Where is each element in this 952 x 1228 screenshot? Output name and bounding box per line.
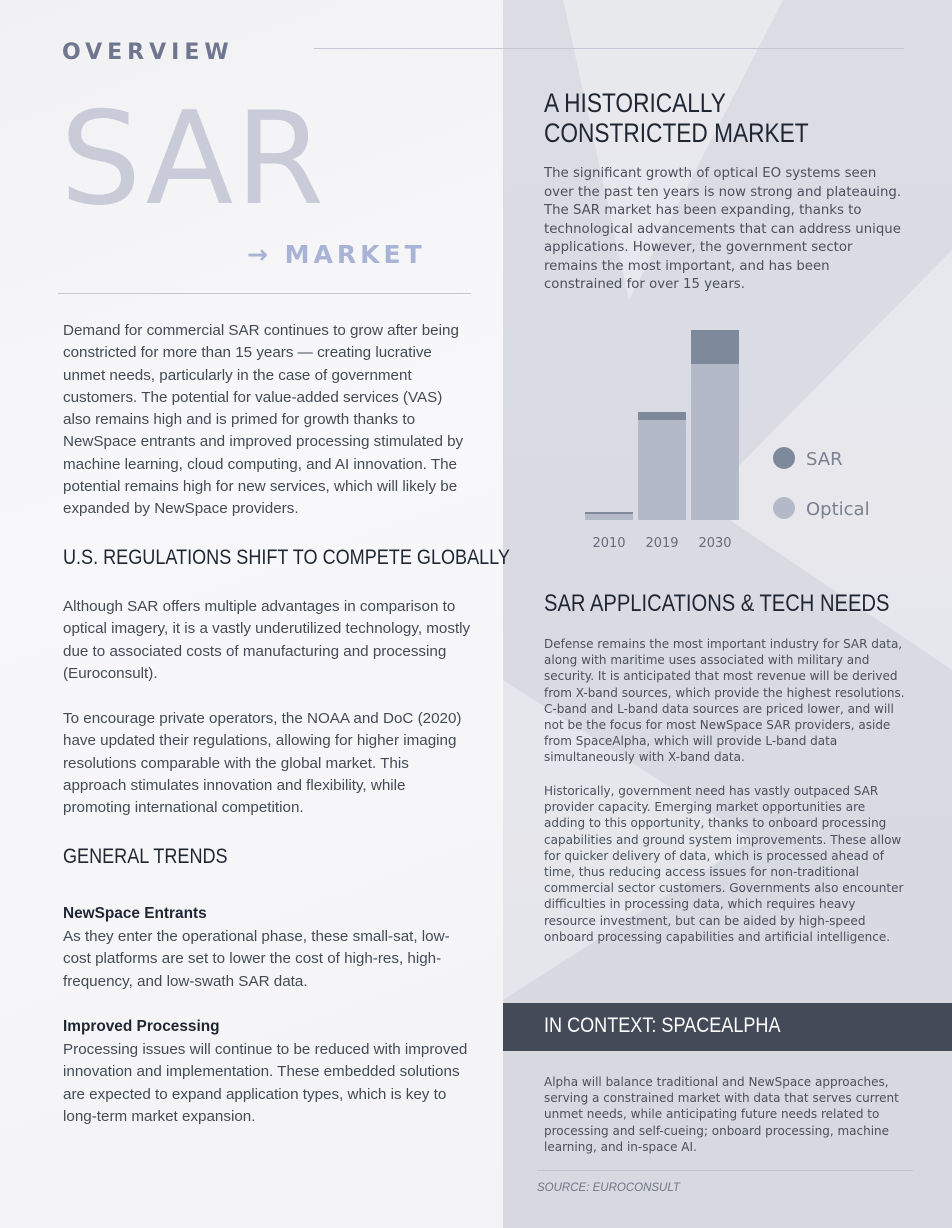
source-note: SOURCE: EUROCONSULT — [537, 1182, 680, 1194]
legend-label-optical: Optical — [806, 499, 870, 520]
section-label: OVERVIEW — [62, 40, 234, 65]
context-heading: IN CONTEXT: SPACEALPHA — [544, 1014, 781, 1037]
divider — [537, 1170, 913, 1171]
applications-paragraph-2: Historically, government need has vastly outpaced SAR provider capacity. Emerging market opportunities are adding to this opportunity, thanks to onboard processing capabilities and ground system improvements. These allow for quicker delivery of data, which is processed ahead of time, thus reducing access issues for non-traditional commercial sector customers. Governments also encounter difficulties in processing data, which requires heavy resource investment, but can be aided by high-speed onboard processing capabilities and artificial intelligence. — [544, 784, 904, 944]
trend-title-processing: Improved Processing — [63, 1018, 220, 1035]
historic-heading-line-2: CONSTRICTED MARKET — [544, 118, 809, 148]
intro-paragraph: Demand for commercial SAR continues to grow after being constricted for more than 15 years — creating lucrative unmet needs, particularly in the case of government customers. The potential for value-added services (VAS) also remains high and is primed for growth thanks to NewSpace entrants and improved processing stimulated by machine learning, cloud computing, and AI innovation. The potential remains high for new services, which will likely be expanded by NewSpace providers. — [63, 322, 464, 518]
legend-swatch-sar — [773, 447, 795, 469]
applications-paragraph-1: Defense remains the most important industry for SAR data, along with maritime uses associated with military and security. It is anticipated that most revenue will be derived from X-band sources, which provide the highest resolutions. C-band and L-band data sources are priced lower, and will not be the focus for most NewSpace SAR providers, aside from SpaceAlpha, which will provide L-band data simultaneously with X-band data. — [544, 637, 905, 765]
market-growth-chart — [560, 320, 900, 560]
bar-sar-2010 — [585, 512, 633, 514]
trend-title-newspace: NewSpace Entrants — [63, 905, 207, 922]
chart-bars — [585, 330, 739, 520]
trend-body-processing: Processing issues will continue to be reduced with improved innovation and implementation. These embedded solutions are expected to expand application types, which is key to long-term market expansion. — [63, 1041, 468, 1125]
x-tick-label: 2019 — [645, 536, 679, 551]
regulations-heading: U.S. REGULATIONS SHIFT TO COMPETE GLOBALLY — [63, 546, 510, 569]
page-subtitle: → MARKET — [247, 240, 426, 269]
legend-label-sar: SAR — [806, 449, 843, 470]
historic-paragraph: The significant growth of optical EO systems seen over the past ten years is now strong and plateauing. The SAR market has been expanding, thanks to technological advancements that can address unique applications. However, the government sector remains the most important, and has been constrained for over 15 years. — [544, 166, 902, 292]
x-tick-label: 2030 — [698, 536, 732, 551]
bar-optical-2030 — [691, 364, 739, 520]
context-paragraph: Alpha will balance traditional and NewSpace approaches, serving a constrained market with data that serves current unmet needs, while anticipating future needs related to processing and self-cueing; onboard processing, machine learning, and in-space AI. — [544, 1075, 899, 1154]
divider — [314, 48, 904, 49]
regulations-paragraph-1: Although SAR offers multiple advantages in comparison to optical imagery, it is a vastly underutilized technology, mostly due to associated costs of manufacturing and processing (Euroconsult). — [63, 598, 471, 682]
page-title: SAR — [60, 85, 327, 234]
trend-body-newspace: As they enter the operational phase, these small-sat, low-cost platforms are set to lower the cost of high-res, high-frequency, and low-swath SAR data. — [63, 928, 450, 990]
trends-heading: GENERAL TRENDS — [63, 845, 228, 868]
bar-sar-2030 — [691, 330, 739, 364]
bar-optical-2010 — [585, 514, 633, 520]
x-tick-label: 2010 — [592, 536, 626, 551]
chart-legend — [773, 447, 870, 520]
historic-heading — [544, 88, 809, 148]
bar-optical-2019 — [638, 420, 686, 520]
divider — [58, 293, 471, 294]
historic-heading-line-1: A HISTORICALLY — [544, 88, 726, 118]
bar-sar-2019 — [638, 412, 686, 420]
legend-swatch-optical — [773, 497, 795, 519]
regulations-paragraph-2: To encourage private operators, the NOAA and DoC (2020) have updated their regulations, allowing for higher imaging resolutions comparable with the global market. This approach stimulates innovation and flexibility, while promoting international competition. — [63, 710, 462, 817]
chart-x-labels — [592, 536, 731, 551]
applications-heading: SAR APPLICATIONS & TECH NEEDS — [544, 590, 890, 617]
